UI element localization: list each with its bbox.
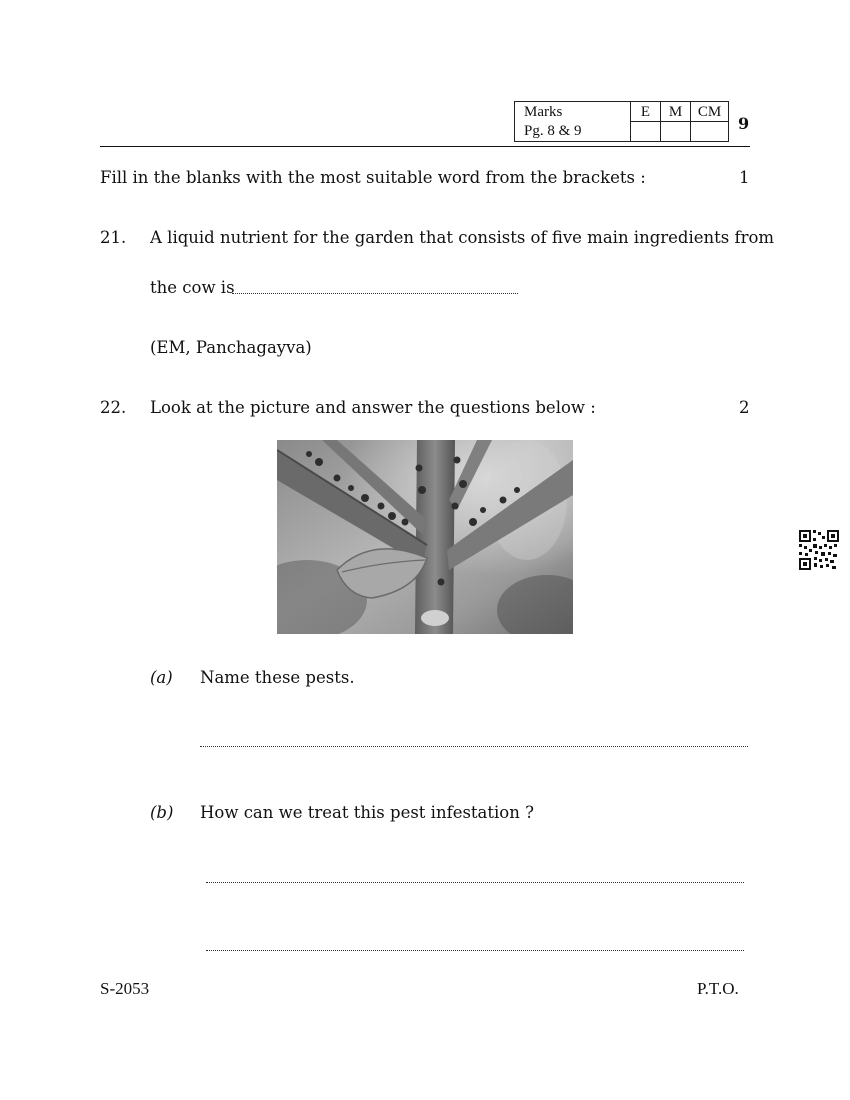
pest-photo: [277, 440, 573, 634]
q22-part-a-answer-line[interactable]: [200, 746, 748, 747]
pto-label: P.T.O.: [697, 979, 739, 998]
q22-marks: 2: [739, 398, 750, 417]
marks-label: Marks: [515, 102, 631, 122]
q21-options: (EM, Panchagayva): [150, 338, 312, 357]
q22-part-b-answer-line-2[interactable]: [206, 950, 744, 951]
marks-col-cm: CM: [691, 102, 729, 122]
marks-cell-cm: [691, 122, 729, 142]
marks-cell-m: [661, 122, 691, 142]
q21-number: 21.: [100, 228, 127, 247]
q21-text-line1: A liquid nutrient for the garden that consists of five main ingredients from: [150, 228, 775, 247]
qr-code: [799, 530, 839, 570]
q21-answer-blank[interactable]: [232, 293, 518, 294]
q21-text-line2: the cow is: [150, 278, 235, 297]
marks-pages: Pg. 8 & 9: [515, 122, 631, 142]
q22-part-b-answer-line-1[interactable]: [206, 882, 744, 883]
q22-part-b-label: (b): [150, 803, 174, 822]
section-marks: 1: [739, 168, 750, 187]
q22-number: 22.: [100, 398, 127, 417]
page-number: 9: [738, 114, 750, 133]
marks-col-e: E: [631, 102, 661, 122]
q22-part-a-label: (a): [150, 668, 173, 687]
section-instruction: Fill in the blanks with the most suitable word from the brackets :: [100, 168, 646, 187]
q22-text: Look at the picture and answer the questions below :: [150, 398, 596, 417]
q22-part-b-text: How can we treat this pest infestation ?: [200, 803, 534, 822]
marks-col-m: M: [661, 102, 691, 122]
header-rule: [100, 146, 750, 147]
q22-part-a-text: Name these pests.: [200, 668, 355, 687]
marks-table: [514, 101, 729, 142]
paper-code: S-2053: [100, 979, 150, 998]
marks-cell-e: [631, 122, 661, 142]
